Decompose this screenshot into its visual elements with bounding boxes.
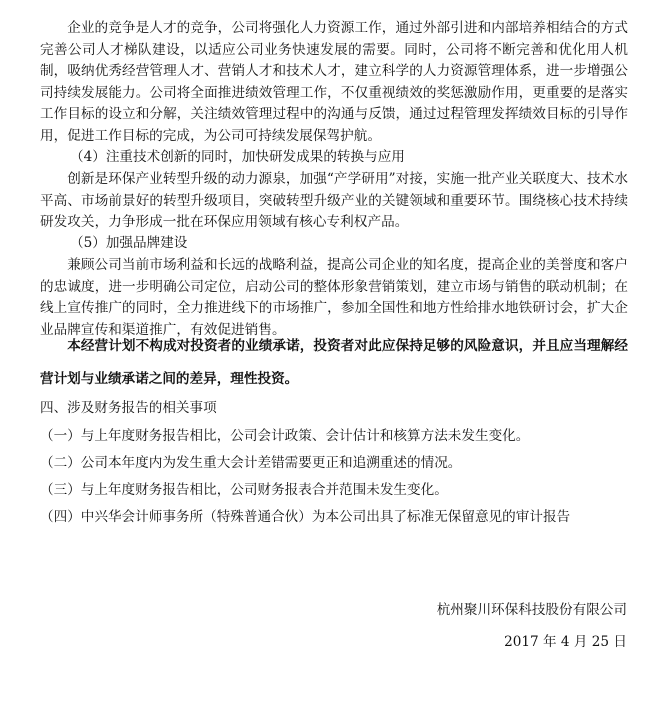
paragraph-brand: 兼顾公司当前市场利益和长远的战略利益，提高公司企业的知名度，提高企业的美誉度和客户的忠诚度，进一步明确公司定位，启动公司的整体形象营销策划，建立市场与销售的联动机制；在线上宣传推广的同时，全力推进线下的市场推广，参加全国性和地方性给排水地铁研讨会，扩大企业品牌宣传和渠道推广，有效促进销售。 xyxy=(40,257,628,338)
paragraph-innovation: 创新是环保产业转型升级的动力源泉，加强“产学研用”对接，实施一批产业关联度大、技术水平高、市场前景好的转型升级项目，突破转型升级产业的关键领域和重要环节。围绕核心技术持续研发攻关，力争形成一批在环保应用领域有核心专利权产品。 xyxy=(40,171,628,230)
financial-item-2: （二）公司本年度内为发生重大会计差错需要更正和追溯重述的情况。 xyxy=(40,455,462,471)
heading-tech-innovation: （4）注重技术创新的同时，加快研发成果的转换与应用 xyxy=(70,149,405,165)
financial-item-1: （一）与上年度财务报告相比，公司会计政策、会计估计和核算方法未发生变化。 xyxy=(40,428,530,444)
heading-brand: （5）加强品牌建设 xyxy=(70,235,188,251)
financial-item-4: （四）中兴华会计师事务所（特殊普通合伙）为本公司出具了标准无保留意见的审计报告 xyxy=(40,509,571,525)
financial-item-3: （三）与上年度财务报告相比，公司财务报表合并范围未发生变化。 xyxy=(40,482,448,498)
signature-company: 杭州聚川环保科技股份有限公司 xyxy=(436,602,627,618)
section-title-financial: 四、涉及财务报告的相关事项 xyxy=(40,400,217,416)
signature-date: 2017 年 4 月 25 日 xyxy=(504,634,627,650)
disclaimer-note: 本经营计划不构成对投资者的业绩承诺，投资者对此应保持足够的风险意识，并且应当理解经营计划与业绩承诺之间的差异，理性投资。 xyxy=(40,338,628,387)
paragraph-talent: 企业的竞争是人才的竞争，公司将强化人力资源工作，通过外部引进和内部培养相结合的方式完善公司人才梯队建设，以适应公司业务快速发展的需要。同时，公司将不断完善和优化用人机制，吸纳优秀经营管理人才、营销人才和技术人才，建立科学的人力资源管理体系，进一步增强公司持续发展能力。公司将全面推进绩效管理工作，不仅重视绩效的奖惩激励作用，更重要的是落实工作目标的设立和分解，关注绩效管理过程中的沟通与反馈，通过过程管理发挥绩效目标的引导作用，促进工作目标的完成，为公司可持续发展保驾护航。 xyxy=(40,20,628,144)
